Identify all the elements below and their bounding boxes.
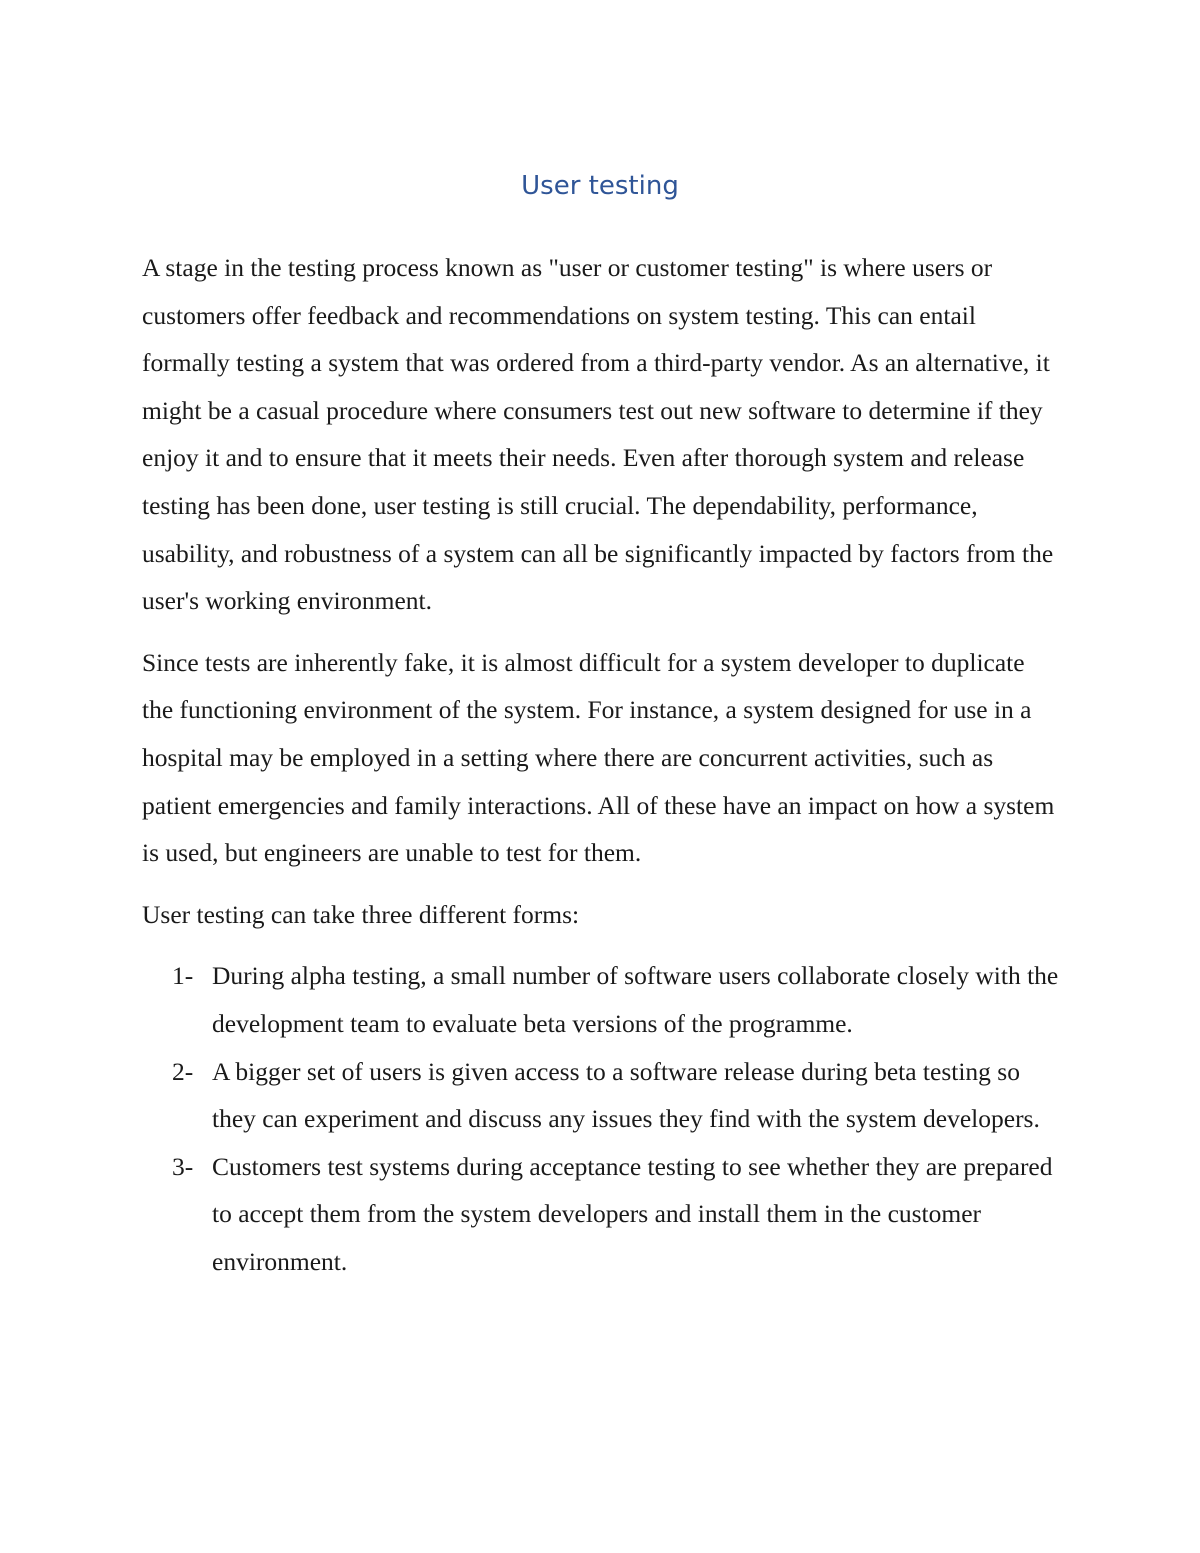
page-title: User testing: [521, 171, 679, 201]
list-item-text: Customers test systems during acceptance testing to see whether they are prepared to accept them from the system developers and install them in the customer environment.: [212, 1151, 1053, 1276]
list-item: [142, 952, 1062, 1047]
paragraph-environment: Since tests are inherently fake, it is almost difficult for a system developer to duplicate the functioning environment of the system. For instance, a system designed for use in a hospital may be employed in a setting where there are concurrent activities, such as patient emergencies and family interactions. All of these have an impact on how a system is used, but engineers are unable to test for them.: [142, 647, 1055, 868]
paragraph-intro: A stage in the testing process known as "user or customer testing" is where users or customers offer feedback and recommendations on system testing. This can entail formally testing a system that was ordered from a third-party vendor. As an alternative, it might be a casual procedure where consumers test out new software to determine if they enjoy it and to ensure that it meets their needs. Even after thorough system and release testing has been done, user testing is still crucial. The dependability, performance, usability, and robustness of a system can all be significantly impacted by factors from the user's working environment.: [142, 253, 1054, 616]
list-item-marker: 3-: [172, 1151, 194, 1181]
paragraph-forms-intro: User testing can take three different forms:: [142, 899, 580, 929]
document-body: [142, 244, 1062, 1285]
list-item: [142, 1048, 1062, 1143]
list-item-text: During alpha testing, a small number of software users collaborate closely with the development team to evaluate beta versions of the programme.: [212, 961, 1059, 1038]
list-item-marker: 1-: [172, 961, 194, 991]
testing-forms-list: [142, 952, 1062, 1285]
list-item-marker: 2-: [172, 1056, 194, 1086]
list-item-text: A bigger set of users is given access to a software release during beta testing so they can experiment and discuss any issues they find with the system developers.: [212, 1056, 1040, 1134]
list-item: [142, 1143, 1062, 1286]
